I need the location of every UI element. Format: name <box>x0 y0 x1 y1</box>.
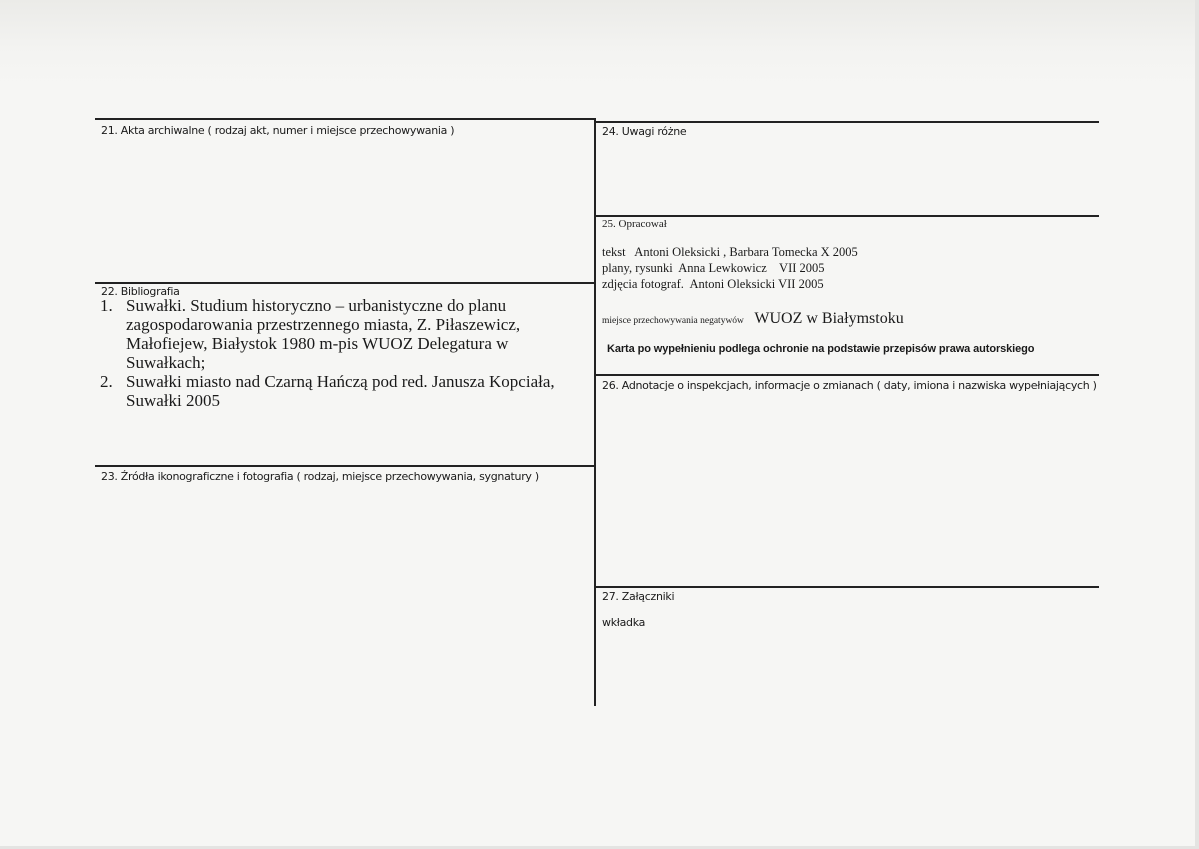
author-drawings-line: plany, rysunki Anna Lewkowicz VII 2005 <box>602 261 825 275</box>
bibliography-list <box>100 296 570 410</box>
attachments-value: wkładka <box>602 616 646 629</box>
section-22-label: 22. Bibliografia <box>101 285 180 298</box>
bibliography-item-number: 2. <box>100 372 113 391</box>
section-26-label: 26. Adnotacje o inspekcjach, informacje o zmianach ( daty, imiona i nazwiska wypełniających ) <box>602 379 1097 392</box>
rule-center-vertical <box>594 118 596 706</box>
bibliography-item <box>100 372 570 410</box>
section-25-label: 25. Opracował <box>602 218 667 230</box>
negatives-storage-label: miejsce przechowywania negatywów <box>602 316 744 326</box>
bibliography-item-number: 1. <box>100 296 113 315</box>
section-23-label: 23. Źródła ikonograficzne i fotografia ( rodzaj, miejsce przechowywania, sygnatury ) <box>101 470 539 483</box>
scan-top-shading <box>0 0 1199 90</box>
author-photos-line: zdjęcia fotograf. Antoni Oleksicki VII 2005 <box>602 277 824 291</box>
rule-23-top <box>95 465 595 467</box>
negatives-storage-line <box>602 310 904 328</box>
rule-26-top <box>596 374 1099 376</box>
rule-top-left <box>95 118 595 120</box>
rule-25-top <box>596 215 1099 217</box>
bibliography-item-text: Suwałki miasto nad Czarną Hańczą pod red. Janusza Kopciała, Suwałki 2005 <box>126 372 555 410</box>
bibliography-item-text: Suwałki. Studium historyczno – urbanistyczne do planu zagospodarowania przestrzennego miasta, Z. Piłaszewicz, Małofiejew, Białystok 1980 m-pis WUOZ Delegatura w Suwałkach; <box>126 296 521 372</box>
scan-right-edge <box>1195 0 1199 849</box>
negatives-storage-value: WUOZ w Białymstoku <box>754 310 904 327</box>
copyright-note: Karta po wypełnieniu podlega ochronie na podstawie przepisów prawa autorskiego <box>607 343 1035 355</box>
section-24-label: 24. Uwagi różne <box>602 125 687 138</box>
rule-22-top <box>95 282 595 284</box>
section-21-label: 21. Akta archiwalne ( rodzaj akt, numer i miejsce przechowywania ) <box>101 124 455 137</box>
bibliography-item <box>100 296 570 372</box>
section-27-label: 27. Załączniki <box>602 590 675 603</box>
author-text-line: tekst Antoni Oleksicki , Barbara Tomecka X 2005 <box>602 245 858 259</box>
rule-top-right <box>596 121 1099 123</box>
rule-27-top <box>596 586 1099 588</box>
